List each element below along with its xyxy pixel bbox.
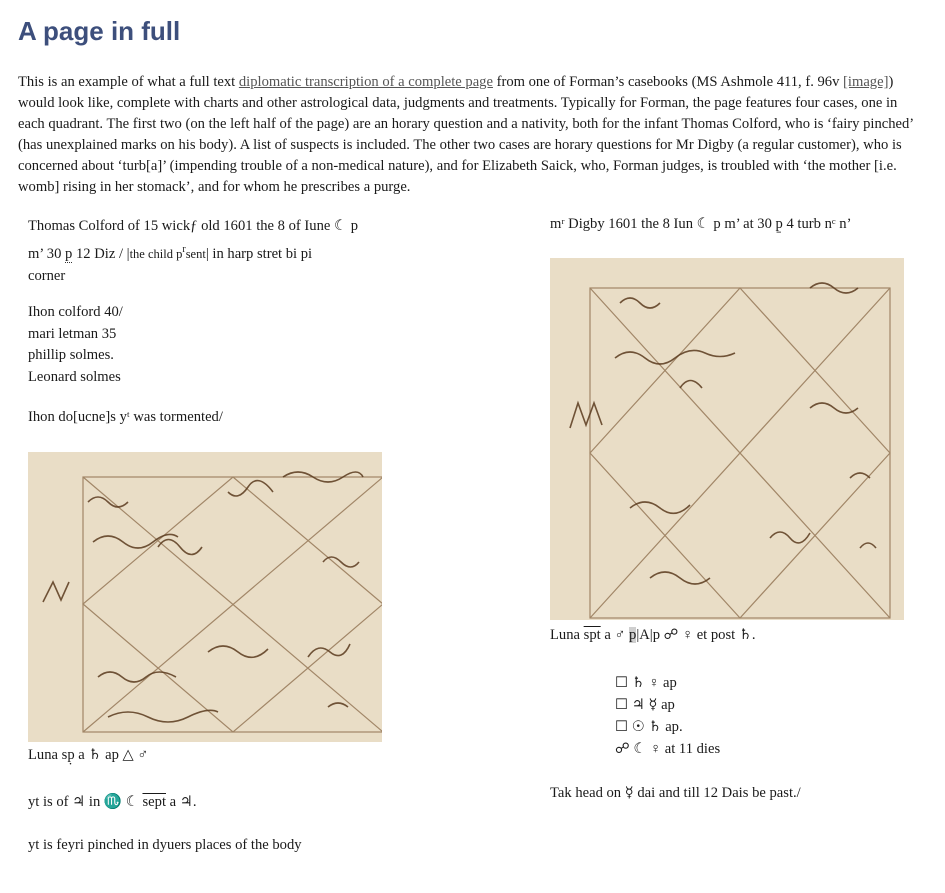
colford-line-2a: m’ 30 bbox=[28, 245, 66, 262]
tak-head-line bbox=[550, 784, 801, 802]
colford-horoscope-image bbox=[28, 452, 382, 742]
right-luna-a: Luna bbox=[550, 627, 584, 643]
yt-is-of-sept: sept bbox=[142, 794, 166, 810]
right-luna-line bbox=[550, 626, 756, 644]
aspect-item: ☐ ☉ ♄ ap. bbox=[615, 719, 683, 735]
suspect-item: Leonard solmes bbox=[28, 368, 121, 385]
colford-line-1: Thomas Colford of 15 wickƒ old 1601 the 8 of Iune ☾ p bbox=[28, 218, 359, 234]
colford-line-2-small: the child p bbox=[129, 246, 183, 261]
intro-text-3: ) would look like, complete with charts and other astrological data, judgments and treatments. Typically for Forman, the page features four cases, one in each quadrant. The first two (on the left half of the page) are an horary question and a nativity, both for the infant Thomas Colford, who is ‘fairy pinched’ (has unexplained marks on his body). A list of suspects is included. The other two cases are horary questions for Mr Digby (a regular customer), who is concerned about ‘turb[a]’ (impending trouble of a non-medical nature), and for Elizabeth Saick, who, Forman judges, is troubled with ‘the mother [i.e. womb] rising in her stomack’, and for whom he prescribes a purge. bbox=[18, 74, 914, 195]
colford-line-2-sup: r bbox=[182, 244, 186, 255]
yt-is-of-b: a ♃. bbox=[166, 794, 197, 810]
left-case-column bbox=[28, 214, 508, 286]
colford-line-2-small2: sent bbox=[185, 246, 206, 261]
feyri-line bbox=[28, 837, 302, 854]
aspect-item: ☐ ♄ ♀ ap bbox=[615, 675, 677, 691]
aspect-item: ☍ ☾ ♀ at 11 dies bbox=[615, 741, 721, 757]
yt-is-of-a: yt is of ♃ in ♏ ☾ bbox=[28, 794, 143, 810]
diplomatic-transcription-link[interactable]: diplomatic transcription of a complete page bbox=[238, 74, 493, 90]
suspect-item: mari letman 35 bbox=[28, 325, 117, 342]
left-luna-text: Luna sp̣ a ♄ ap △ ♂ bbox=[28, 747, 149, 763]
left-luna-line bbox=[28, 746, 148, 764]
colford-line-2 bbox=[28, 238, 508, 266]
aspects-list bbox=[615, 672, 720, 760]
colford-line-2b: 12 Diz / | bbox=[72, 245, 130, 262]
digby-line bbox=[550, 215, 930, 233]
colford-line-2c: | in harp stret bi pi bbox=[205, 245, 313, 262]
aspect-item: ☐ ♃ ☿ ap bbox=[615, 697, 675, 713]
right-luna-p: p bbox=[629, 627, 637, 643]
suspect-item: phillip solmes. bbox=[28, 347, 114, 363]
tak-head-text: Tak head on ☿ dai and till 12 Dais be past./ bbox=[550, 785, 801, 801]
digby-text: mʳ Digby 1601 the 8 Iun ☾ p m’ at 30 p̱ 4 turb nᶜ n’ bbox=[550, 216, 852, 232]
right-luna-b: a ♂ bbox=[600, 627, 630, 643]
colford-line-2p: p bbox=[65, 245, 73, 262]
page-title: A page in full bbox=[18, 16, 181, 46]
suspects-list bbox=[28, 302, 123, 388]
tormented-line bbox=[28, 409, 223, 426]
digby-horoscope-image bbox=[550, 258, 904, 620]
tormented-text: Ihon do[ucne]s yᵗ was tormented/ bbox=[28, 409, 223, 425]
image-link[interactable]: [image] bbox=[843, 74, 889, 90]
intro-text-2: from one of Forman’s casebooks (MS Ashmole 411, f. 96v bbox=[492, 74, 844, 90]
intro-paragraph bbox=[18, 72, 918, 198]
feyri-text: yt is feyri pinched in dyuers places of the body bbox=[28, 837, 302, 853]
suspect-item: Ihon colford 40/ bbox=[28, 304, 123, 320]
intro-text-1: This is an example of what a full text bbox=[18, 74, 239, 90]
right-luna-spt: $\overline{spt}$ bbox=[583, 627, 601, 643]
yt-is-of-line bbox=[28, 792, 197, 811]
colford-line-3: corner bbox=[28, 267, 66, 284]
right-luna-c: |A|p ☍ ♀ et post ♄. bbox=[636, 627, 756, 643]
